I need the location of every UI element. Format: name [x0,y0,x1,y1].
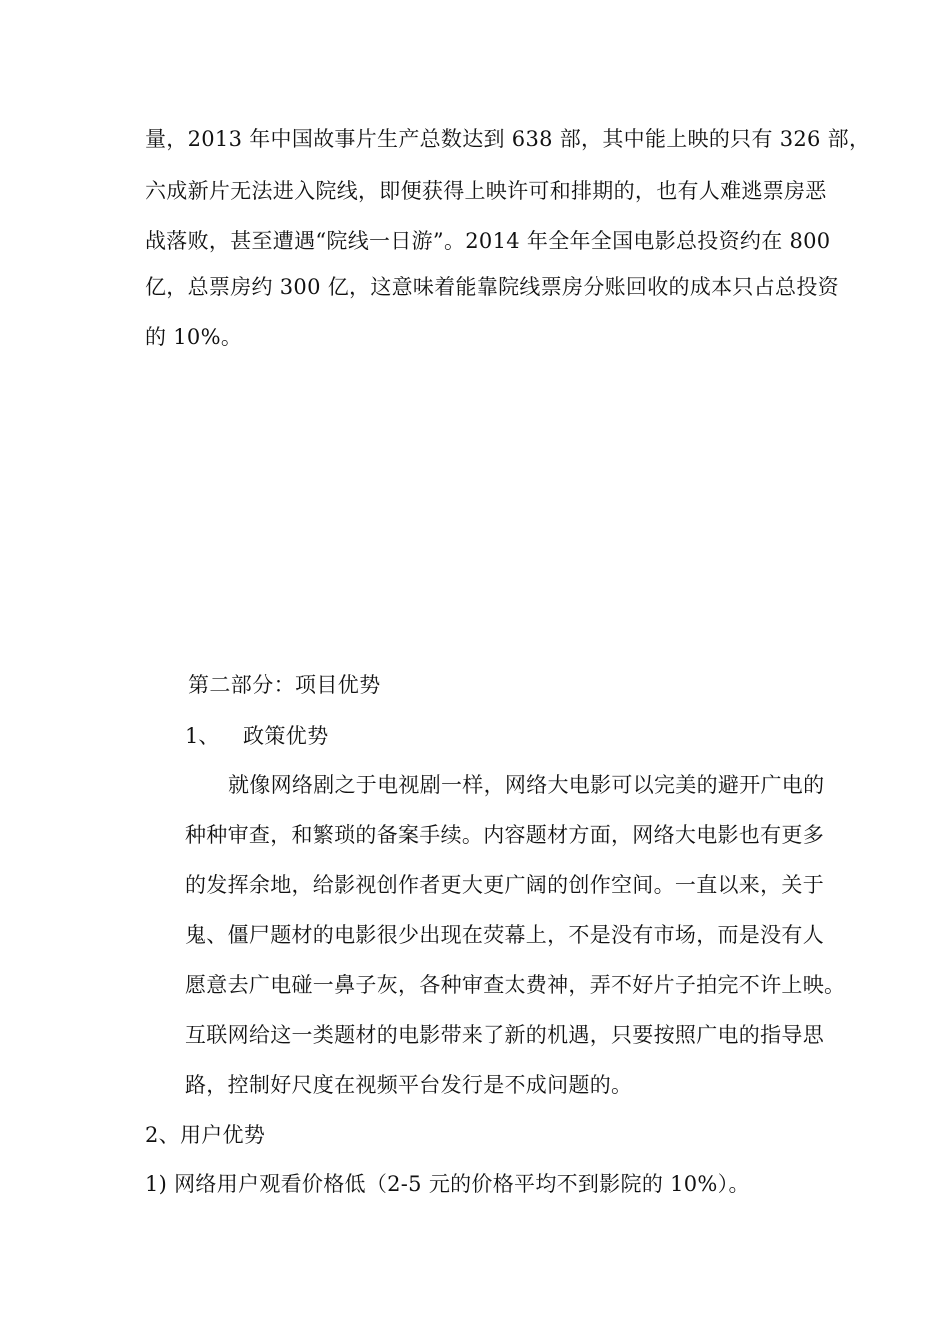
section-number: 1、 [185,724,220,748]
paragraph-line: 就像网络剧之于电视剧一样，网络大电影可以完美的避开广电的 [228,773,825,797]
paragraph-line: 互联网给这一类题材的电影带来了新的机遇，只要按照广电的指导思 [185,1023,824,1047]
paragraph-line: 战落败，甚至遭遇“院线一日游”。2014 年全年全国电影总投资约在 800 [145,229,831,253]
list-item: 1) 网络用户观看价格低（2-5 元的价格平均不到影院的 10%）。 [145,1172,750,1196]
paragraph-line: 路，控制好尺度在视频平台发行是不成问题的。 [185,1073,633,1097]
section-title: 第二部分：项目优势 [188,673,381,697]
paragraph-line: 的 10%。 [145,325,243,349]
section-heading: 政策优势 [243,724,329,748]
paragraph-line: 鬼、僵尸题材的电影很少出现在荧幕上，不是没有市场，而是没有人 [185,923,824,947]
paragraph-line: 愿意去广电碰一鼻子灰，各种审查太费神，弄不好片子拍完不许上映。 [185,973,846,997]
paragraph-line: 量，2013 年中国故事片生产总数达到 638 部，其中能上映的只有 326 部， [145,127,871,151]
paragraph-line: 种种审查，和繁琐的备案手续。内容题材方面，网络大电影也有更多 [185,823,824,847]
paragraph-line: 亿，总票房约 300 亿，这意味着能靠院线票房分账回收的成本只占总投资 [145,275,839,299]
paragraph-line: 六成新片无法进入院线，即便获得上映许可和排期的，也有人难逃票房恶 [145,179,827,203]
section-heading: 2、用户优势 [145,1123,266,1147]
paragraph-line: 的发挥余地，给影视创作者更大更广阔的创作空间。一直以来，关于 [185,873,824,897]
